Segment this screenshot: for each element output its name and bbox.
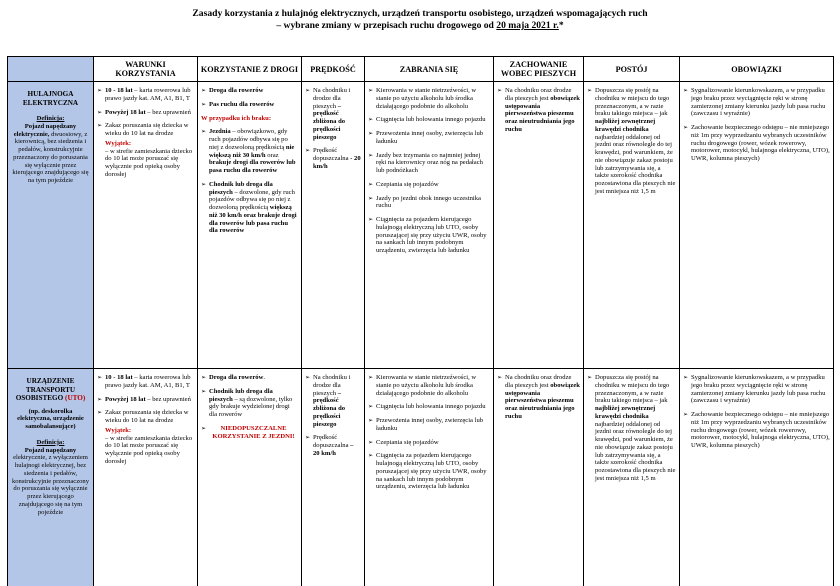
header-row [8, 57, 834, 82]
section-heading: W przypadku ich braku: [201, 114, 272, 122]
list-item: ➢ Sygnalizowanie kierunkowskazem, a w przypadku jego braku przez wyciągnięcie ręki w stronę zamierzonej zmiany kierunku jazdy lub pasa ruchu (zawczasu i wyraźnie) [683, 87, 830, 118]
definition-text: Pojazd napędzany elektrycznie, z wyłączeniem hulajnogi elektrycznej, bez siedzenia i pedałów, konstrukcyjnie przeznaczony do poruszania się wyłącznie przez kierującego znajdującego się na tym pojeździe [11, 446, 90, 516]
header-droga: KORZYSTANIE Z DROGI [198, 57, 302, 82]
list-item: ➢ Powyżej 18 lat – bez uprawnień [97, 396, 194, 404]
cell-warunki [94, 369, 198, 586]
cell-zabrania [365, 369, 494, 586]
list-item: ➢ Powyżej 18 lat – bez uprawnień [97, 109, 194, 117]
category-name: URZĄDZENIE TRANSPORTU OSOBISTEGO (UTO) [15, 377, 86, 402]
header-blank [8, 57, 94, 82]
list-item: ➢ Jazdy po jezdni obok innego uczestnika ruchu [368, 195, 490, 211]
title-line-2-prefix: – wybrane zmiany w przepisach ruchu drogowego od [276, 20, 497, 31]
exception-heading: Wyjątek: [105, 139, 132, 147]
cell-postoj [584, 82, 680, 369]
list-item: ➢ Przewożenia innej osoby, zwierzęcia lub ładunku [368, 130, 490, 146]
list-item: ➢ Ciągnięcia za pojazdem kierującego hulajnogą elektryczną lub UTO, osoby poruszającej się przy użyciu UWR, osoby na sankach lub innym podobnym urządzeniu, zwierzęcia lub ładunku [368, 216, 490, 255]
list-item: ➢ Czepiania się pojazdów [368, 439, 490, 447]
list-item: ➢ Na chodniku oraz drodze dla pieszych jest obowiązek ustępowania pierwszeństwa pieszemu oraz nieutrudniania jego ruchu [497, 87, 580, 134]
list-item: ➢ Chodnik lub droga dla pieszych – dozwolone, gdy ruch pojazdów odbywa się po niej z dozwoloną prędkością większą niż 30 km/h oraz brakuje drogi dla rowerów lub pasa ruchu dla rowerów [201, 181, 298, 235]
exception-heading: Wyjątek: [105, 426, 132, 434]
title-line-2 [0, 20, 840, 32]
list-item: ➢ Ciągnięcia lub holowania innego pojazdu [368, 403, 490, 411]
header-zabrania: ZABRANIA SIĘ [365, 57, 494, 82]
header-predkosc: PRĘDKOŚĆ [302, 57, 365, 82]
cell-warunki [94, 82, 198, 369]
list-item: ➢ Na chodniku i drodze dla pieszych – prędkość zbliżona do prędkości pieszego [305, 374, 361, 428]
definition-heading: Definicja: [36, 438, 65, 446]
list-item: ➢ 10 - 18 lat – karta rowerowa lub prawo jazdy kat. AM, A1, B1, T [97, 87, 194, 103]
list-item: ➢ Zakaz poruszania się dziecka w wieku do 10 lat na drodze Wyjątek: – w strefie zamieszkania dziecko do 10 lat może poruszać się wyłącznie pod opieką osoby dorosłej [97, 409, 194, 465]
list-item: ➢ Zakaz poruszania się dziecka w wieku do 10 lat na drodze Wyjątek: – w strefie zamieszkania dziecko do 10 lat może poruszać się wyłącznie pod opieką osoby dorosłej [97, 122, 194, 178]
list-item: ➢ Na chodniku oraz drodze dla pieszych jest obowiązek ustępowania pierwszeństwa pieszemu oraz nieutrudniania jego ruchu [497, 374, 580, 421]
definition-text: Pojazd napędzany elektrycznie, dwuosiowy, z kierownicą, bez siedzenia i pedałów, konstrukcyjnie przeznaczony do poruszania się wyłącznie przez kierującego znajdującego się na tym pojeździe [12, 122, 89, 184]
exception-text: – w strefie zamieszkania dziecko do 10 lat może poruszać się wyłącznie pod opieką osoby dorosłej [105, 434, 193, 465]
category-uto [8, 369, 94, 586]
list-item: ➢ Prędkość dopuszczalna - 20 km/h [305, 147, 361, 170]
cell-piesi [494, 369, 584, 586]
cell-obowiazki [680, 369, 834, 586]
cell-droga [198, 82, 302, 369]
category-name: HULAJNOGA ELEKTRYCZNA [22, 90, 79, 107]
list-item: ➢ Przewożenia innej osoby, zwierzęcia lub ładunku [368, 417, 490, 433]
document-title [0, 8, 840, 32]
exception-text: – w strefie zamieszkania dziecko do 10 lat może poruszać się wyłącznie pod opieką osoby dorosłej [105, 147, 193, 178]
cell-postoj [584, 369, 680, 586]
cell-piesi [494, 82, 584, 369]
list-item: ➢ Chodnik lub droga dla pieszych – są dozwolone, tylko gdy brakuje wydzielonej drogi dla rowerów [201, 388, 298, 419]
list-item: ➢ Dopuszcza się postój na chodniku w miejscu do tego przeznaczonym, a w razie braku takiego miejsca – jak najbliżej zewnętrznej krawędzi chodnika najbardziej oddalonej od jezdni oraz równolegle do tej krawędzi, pod warunkiem, że nie obowiązuje zakaz postoju lub zatrzymywania się, a także szerokość chodnika pozostawiona dla pieszych nie jest mniejsza niż 1,5 m [587, 374, 676, 483]
title-footnote-mark: * [558, 20, 564, 31]
warning-text: ➢ NIEDOPUSZCZALNE KORZYSTANIE Z JEZDNI! [212, 424, 295, 440]
rules-table [7, 56, 834, 586]
list-item: ➢ Zachowanie bezpiecznego odstępu – nie mniejszego niż 1m przy wyprzedzaniu wybranych uczestników ruchu drogowego (rower, wózek rowerowy, motorower, motocykl, hulajnoga elektryczna, UTO), UWR, kolumna pieszych) [683, 124, 830, 163]
header-piesi: ZACHOWANIE WOBEC PIESZYCH [494, 57, 584, 82]
row-uto [8, 369, 834, 586]
list-item: ➢ Droga dla rowerów [201, 87, 298, 95]
cell-zabrania [365, 82, 494, 369]
list-item [201, 115, 298, 123]
list-item: ➢ Jazdy bez trzymania co najmniej jednej ręki na kierownicy oraz nóg na pedałach lub podnóżkach [368, 152, 490, 175]
header-warunki: WARUNKI KORZYSTANIA [94, 57, 198, 82]
list-item [201, 425, 298, 441]
list-item: ➢ Jezdnia – obowiązkowo, gdy ruch pojazdów odbywa się po niej z dozwoloną prędkością nie większą niż 30 km/h oraz brakuje drogi dla rowerów lub pasa ruchu dla rowerów [201, 128, 298, 175]
list-item: ➢ Na chodniku i drodze dla pieszych – prędkość zbliżona do prędkości pieszego [305, 87, 361, 141]
list-item: ➢ Ciągnięcia za pojazdem kierującego hulajnogą elektryczną lub UTO, osoby poruszającej się przy użyciu UWR, osoby na sankach lub innym podobnym urządzeniu, zwierzęcia lub ładunku [368, 452, 490, 491]
header-obowiazki: OBOWIĄZKI [680, 57, 834, 82]
category-subtitle: (np. deskorolka elektryczna, urządzenie samobalansujące) [17, 407, 84, 430]
header-postoj: POSTÓJ [584, 57, 680, 82]
list-item: ➢ Dopuszcza się postój na chodniku w miejscu do tego przeznaczonym, a w razie braku takiego miejsca – jak najbliżej zewnętrznej krawędzi chodnika najbardziej oddalonej od jezdni oraz równolegle do tej krawędzi, pod warunkiem, że nie obowiązuje zakaz postoju lub zatrzymywania się, a także szerokość chodnika pozostawiona dla pieszych nie jest mniejsza niż 1,5 m [587, 87, 676, 196]
list-item: ➢ Pas ruchu dla rowerów [201, 101, 298, 109]
list-item: ➢ Czepiania się pojazdów [368, 181, 490, 189]
list-item: ➢ Sygnalizowanie kierunkowskazem, a w przypadku jego braku przez wyciągnięcie ręki w stronę zamierzonej zmiany kierunku jazdy lub pasa ruchu (zawczasu i wyraźnie) [683, 374, 830, 405]
title-date: 20 maja 2021 r. [496, 20, 559, 31]
cell-obowiazki [680, 82, 834, 369]
list-item: ➢ Kierowania w stanie nietrzeźwości, w stanie po użyciu alkoholu lub środka działającego podobnie do alkoholu [368, 87, 490, 110]
list-item: ➢ Droga dla rowerów. [201, 374, 298, 382]
list-item: ➢ Ciągnięcia lub holowania innego pojazdu [368, 116, 490, 124]
cell-droga [198, 369, 302, 586]
list-item: ➢ 10 - 18 lat – karta rowerowa lub prawo jazdy kat. AM, A1, B1, T [97, 374, 194, 390]
list-item: ➢ Zachowanie bezpiecznego odstępu – nie mniejszego niż 1m przy wyprzedzaniu wybranych uczestników ruchu drogowego (rower, wózek rowerowy, motorower, motocykl, hulajnoga elektryczna, UTO), UWR, kolumna pieszych) [683, 411, 830, 450]
definition-heading: Definicja: [36, 115, 65, 122]
cell-predkosc [302, 82, 365, 369]
list-item: ➢ Kierowania w stanie nietrzeźwości, w stanie po użyciu alkoholu lub środka działającego podobnie do alkoholu [368, 374, 490, 397]
row-hulajnoga [8, 82, 834, 369]
cell-predkosc [302, 369, 365, 586]
category-hulajnoga [8, 82, 94, 369]
list-item: ➢ Prędkość dopuszczalna – 20 km/h [305, 434, 361, 457]
title-line-1: Zasady korzystania z hulajnóg elektrycznych, urządzeń transportu osobistego, urządzeń wspomagających ruch [192, 8, 648, 19]
